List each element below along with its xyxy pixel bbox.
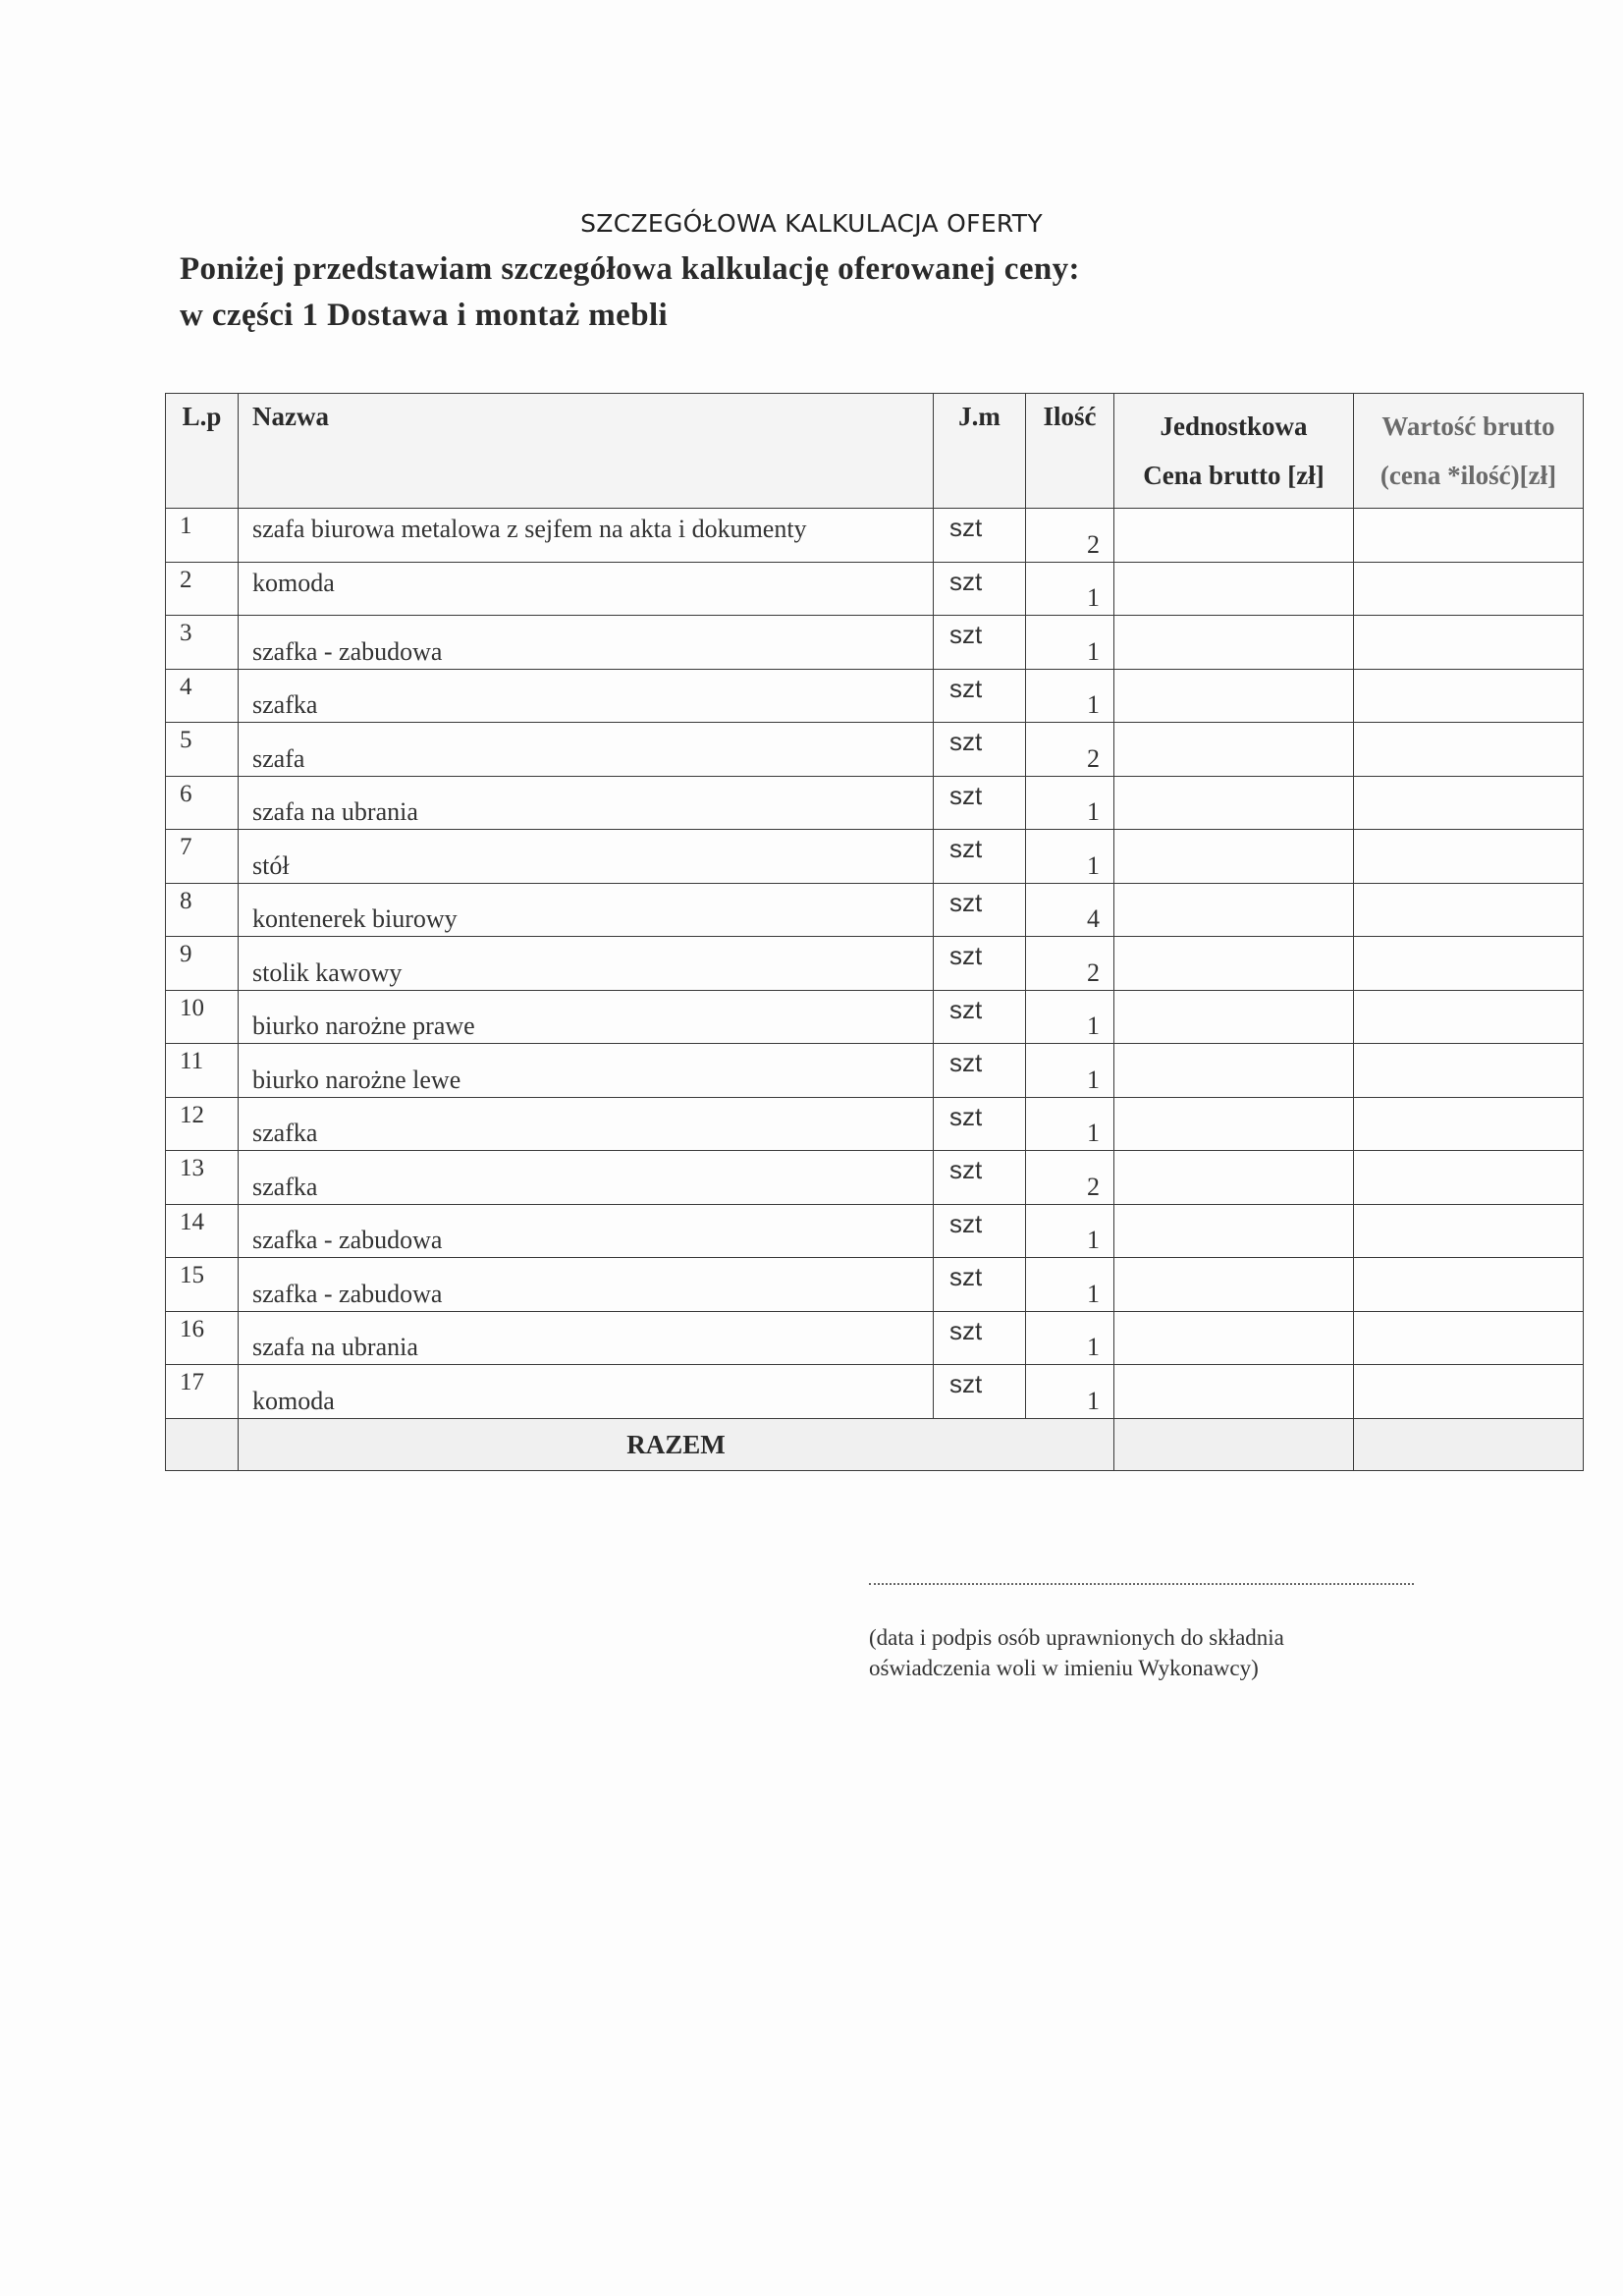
gross-value-cell <box>1354 1204 1584 1258</box>
signature-caption <box>869 1622 1284 1683</box>
item-name: komoda <box>252 568 335 597</box>
unit-price-cell <box>1114 1204 1354 1258</box>
table-row <box>166 509 1584 563</box>
unit-price-cell <box>1114 1151 1354 1205</box>
unit-price-cell <box>1114 1365 1354 1419</box>
item-unit: szt <box>949 1048 983 1077</box>
unit-price-cell <box>1114 669 1354 723</box>
column-header-unit-price <box>1114 394 1354 509</box>
column-header-gross-value-line1: Wartość brutto <box>1381 411 1555 441</box>
item-quantity: 2 <box>1087 529 1100 559</box>
row-number: 13 <box>180 1155 204 1181</box>
table-row <box>166 830 1584 884</box>
item-name: biurko narożne prawe <box>252 1011 475 1040</box>
unit-price-cell <box>1114 562 1354 616</box>
unit-price-cell <box>1114 509 1354 563</box>
table-row <box>166 1151 1584 1205</box>
gross-value-cell <box>1354 776 1584 830</box>
item-unit: szt <box>949 620 983 649</box>
signature-caption-line1: (data i podpis osób uprawnionych do składnia <box>869 1625 1284 1650</box>
unit-price-cell <box>1114 990 1354 1044</box>
item-quantity: 1 <box>1087 636 1100 666</box>
table-row <box>166 1365 1584 1419</box>
row-number: 12 <box>180 1101 204 1128</box>
row-number: 15 <box>180 1262 204 1288</box>
column-header-lp: L.p <box>166 394 239 509</box>
item-unit: szt <box>949 1315 983 1345</box>
document-subtitle-line2: w części 1 Dostawa i montaż mebli <box>180 298 669 333</box>
gross-value-cell <box>1354 1044 1584 1098</box>
item-quantity: 2 <box>1087 1172 1100 1201</box>
total-label-cell <box>239 1418 1114 1470</box>
table-row <box>166 669 1584 723</box>
item-unit: szt <box>949 1369 983 1398</box>
unit-price-cell <box>1114 830 1354 884</box>
table-row <box>166 723 1584 777</box>
column-header-name: Nazwa <box>239 394 934 509</box>
row-number: 9 <box>180 941 192 967</box>
table-body <box>166 509 1584 1419</box>
gross-value-cell <box>1354 509 1584 563</box>
item-quantity: 2 <box>1087 743 1100 773</box>
table-header-row <box>166 394 1584 509</box>
table-row <box>166 937 1584 991</box>
column-header-gross-value <box>1354 394 1584 509</box>
item-quantity: 1 <box>1087 1226 1100 1254</box>
item-name: szafka <box>252 1172 318 1201</box>
document-subtitle-line1: Poniżej przedstawiam szczegółowa kalkulację oferowanej ceny: <box>180 251 1080 287</box>
gross-value-cell <box>1354 1097 1584 1151</box>
unit-price-cell <box>1114 1258 1354 1312</box>
item-quantity: 1 <box>1087 1119 1100 1147</box>
item-quantity: 1 <box>1087 1279 1100 1308</box>
row-number: 14 <box>180 1208 204 1235</box>
item-unit: szt <box>949 1262 983 1291</box>
item-unit: szt <box>949 673 983 703</box>
row-number: 2 <box>180 566 192 593</box>
row-number: 10 <box>180 994 204 1021</box>
row-number: 7 <box>180 834 192 860</box>
item-unit: szt <box>949 566 983 596</box>
item-unit: szt <box>949 1155 983 1184</box>
gross-value-cell <box>1354 937 1584 991</box>
item-name: szafka - zabudowa <box>252 1279 443 1308</box>
item-name: szafka <box>252 1119 318 1147</box>
item-name: kontenerek biurowy <box>252 904 458 933</box>
item-name: szafa biurowa metalowa z sejfem na akta i dokumenty <box>252 515 807 543</box>
column-header-unit-price-line1: Jednostkowa <box>1160 411 1308 441</box>
item-quantity: 1 <box>1087 1011 1100 1040</box>
item-unit: szt <box>949 941 983 970</box>
table-row <box>166 1044 1584 1098</box>
table-row <box>166 616 1584 670</box>
calculation-table <box>165 393 1584 1471</box>
signature-line <box>869 1583 1414 1585</box>
unit-price-cell <box>1114 1097 1354 1151</box>
item-name: szafka - zabudowa <box>252 636 443 666</box>
table-row <box>166 990 1584 1044</box>
item-name: szafka - zabudowa <box>252 1226 443 1254</box>
gross-value-cell <box>1354 1151 1584 1205</box>
row-number: 17 <box>180 1369 204 1395</box>
row-number: 6 <box>180 780 192 807</box>
item-name: stół <box>252 850 290 880</box>
item-quantity: 1 <box>1087 1333 1100 1361</box>
unit-price-cell <box>1114 1311 1354 1365</box>
total-gross-value-cell <box>1354 1418 1584 1470</box>
total-row <box>166 1418 1584 1470</box>
unit-price-cell <box>1114 776 1354 830</box>
table-row <box>166 1258 1584 1312</box>
gross-value-cell <box>1354 616 1584 670</box>
item-unit: szt <box>949 1208 983 1238</box>
row-number: 8 <box>180 887 192 914</box>
item-quantity: 4 <box>1087 904 1100 933</box>
item-name: stolik kawowy <box>252 957 403 987</box>
item-unit: szt <box>949 994 983 1024</box>
row-number: 5 <box>180 727 192 753</box>
total-lp-cell <box>166 1418 239 1470</box>
item-unit: szt <box>949 513 983 542</box>
row-number: 11 <box>180 1048 204 1074</box>
row-number: 1 <box>180 513 192 539</box>
item-quantity: 1 <box>1087 797 1100 826</box>
item-name: komoda <box>252 1386 335 1415</box>
unit-price-cell <box>1114 1044 1354 1098</box>
gross-value-cell <box>1354 990 1584 1044</box>
gross-value-cell <box>1354 830 1584 884</box>
table-row <box>166 1204 1584 1258</box>
document-title: SZCZEGÓŁOWA KALKULACJA OFERTY <box>580 209 1043 238</box>
item-unit: szt <box>949 727 983 756</box>
table-row <box>166 776 1584 830</box>
signature-caption-line2: oświadczenia woli w imieniu Wykonawcy) <box>869 1656 1259 1680</box>
unit-price-cell <box>1114 883 1354 937</box>
gross-value-cell <box>1354 562 1584 616</box>
row-number: 16 <box>180 1315 204 1342</box>
item-name: biurko narożne lewe <box>252 1065 461 1094</box>
item-name: szafka <box>252 690 318 719</box>
gross-value-cell <box>1354 883 1584 937</box>
item-quantity: 1 <box>1087 583 1100 612</box>
item-unit: szt <box>949 780 983 810</box>
table-row <box>166 883 1584 937</box>
item-quantity: 1 <box>1087 690 1100 719</box>
total-label: RAZEM <box>626 1430 726 1459</box>
item-unit: szt <box>949 887 983 917</box>
table-row <box>166 1311 1584 1365</box>
table-row <box>166 562 1584 616</box>
column-header-unit-price-line2: Cena brutto [zł] <box>1143 461 1325 490</box>
item-quantity: 1 <box>1087 1065 1100 1094</box>
unit-price-cell <box>1114 723 1354 777</box>
gross-value-cell <box>1354 669 1584 723</box>
column-header-gross-value-line2: (cena *ilość)[zł] <box>1380 461 1557 490</box>
item-quantity: 2 <box>1087 957 1100 987</box>
item-name: szafa <box>252 743 305 773</box>
item-quantity: 1 <box>1087 850 1100 880</box>
unit-price-cell <box>1114 937 1354 991</box>
item-name: szafa na ubrania <box>252 797 418 826</box>
total-unit-price-cell <box>1114 1418 1354 1470</box>
gross-value-cell <box>1354 1258 1584 1312</box>
row-number: 4 <box>180 673 192 700</box>
item-unit: szt <box>949 1101 983 1131</box>
row-number: 3 <box>180 620 192 646</box>
unit-price-cell <box>1114 616 1354 670</box>
item-name: szafa na ubrania <box>252 1333 418 1361</box>
gross-value-cell <box>1354 1365 1584 1419</box>
column-header-unit: J.m <box>934 394 1026 509</box>
gross-value-cell <box>1354 723 1584 777</box>
table-row <box>166 1097 1584 1151</box>
gross-value-cell <box>1354 1311 1584 1365</box>
item-unit: szt <box>949 834 983 863</box>
item-quantity: 1 <box>1087 1386 1100 1415</box>
column-header-qty: Ilość <box>1026 394 1114 509</box>
